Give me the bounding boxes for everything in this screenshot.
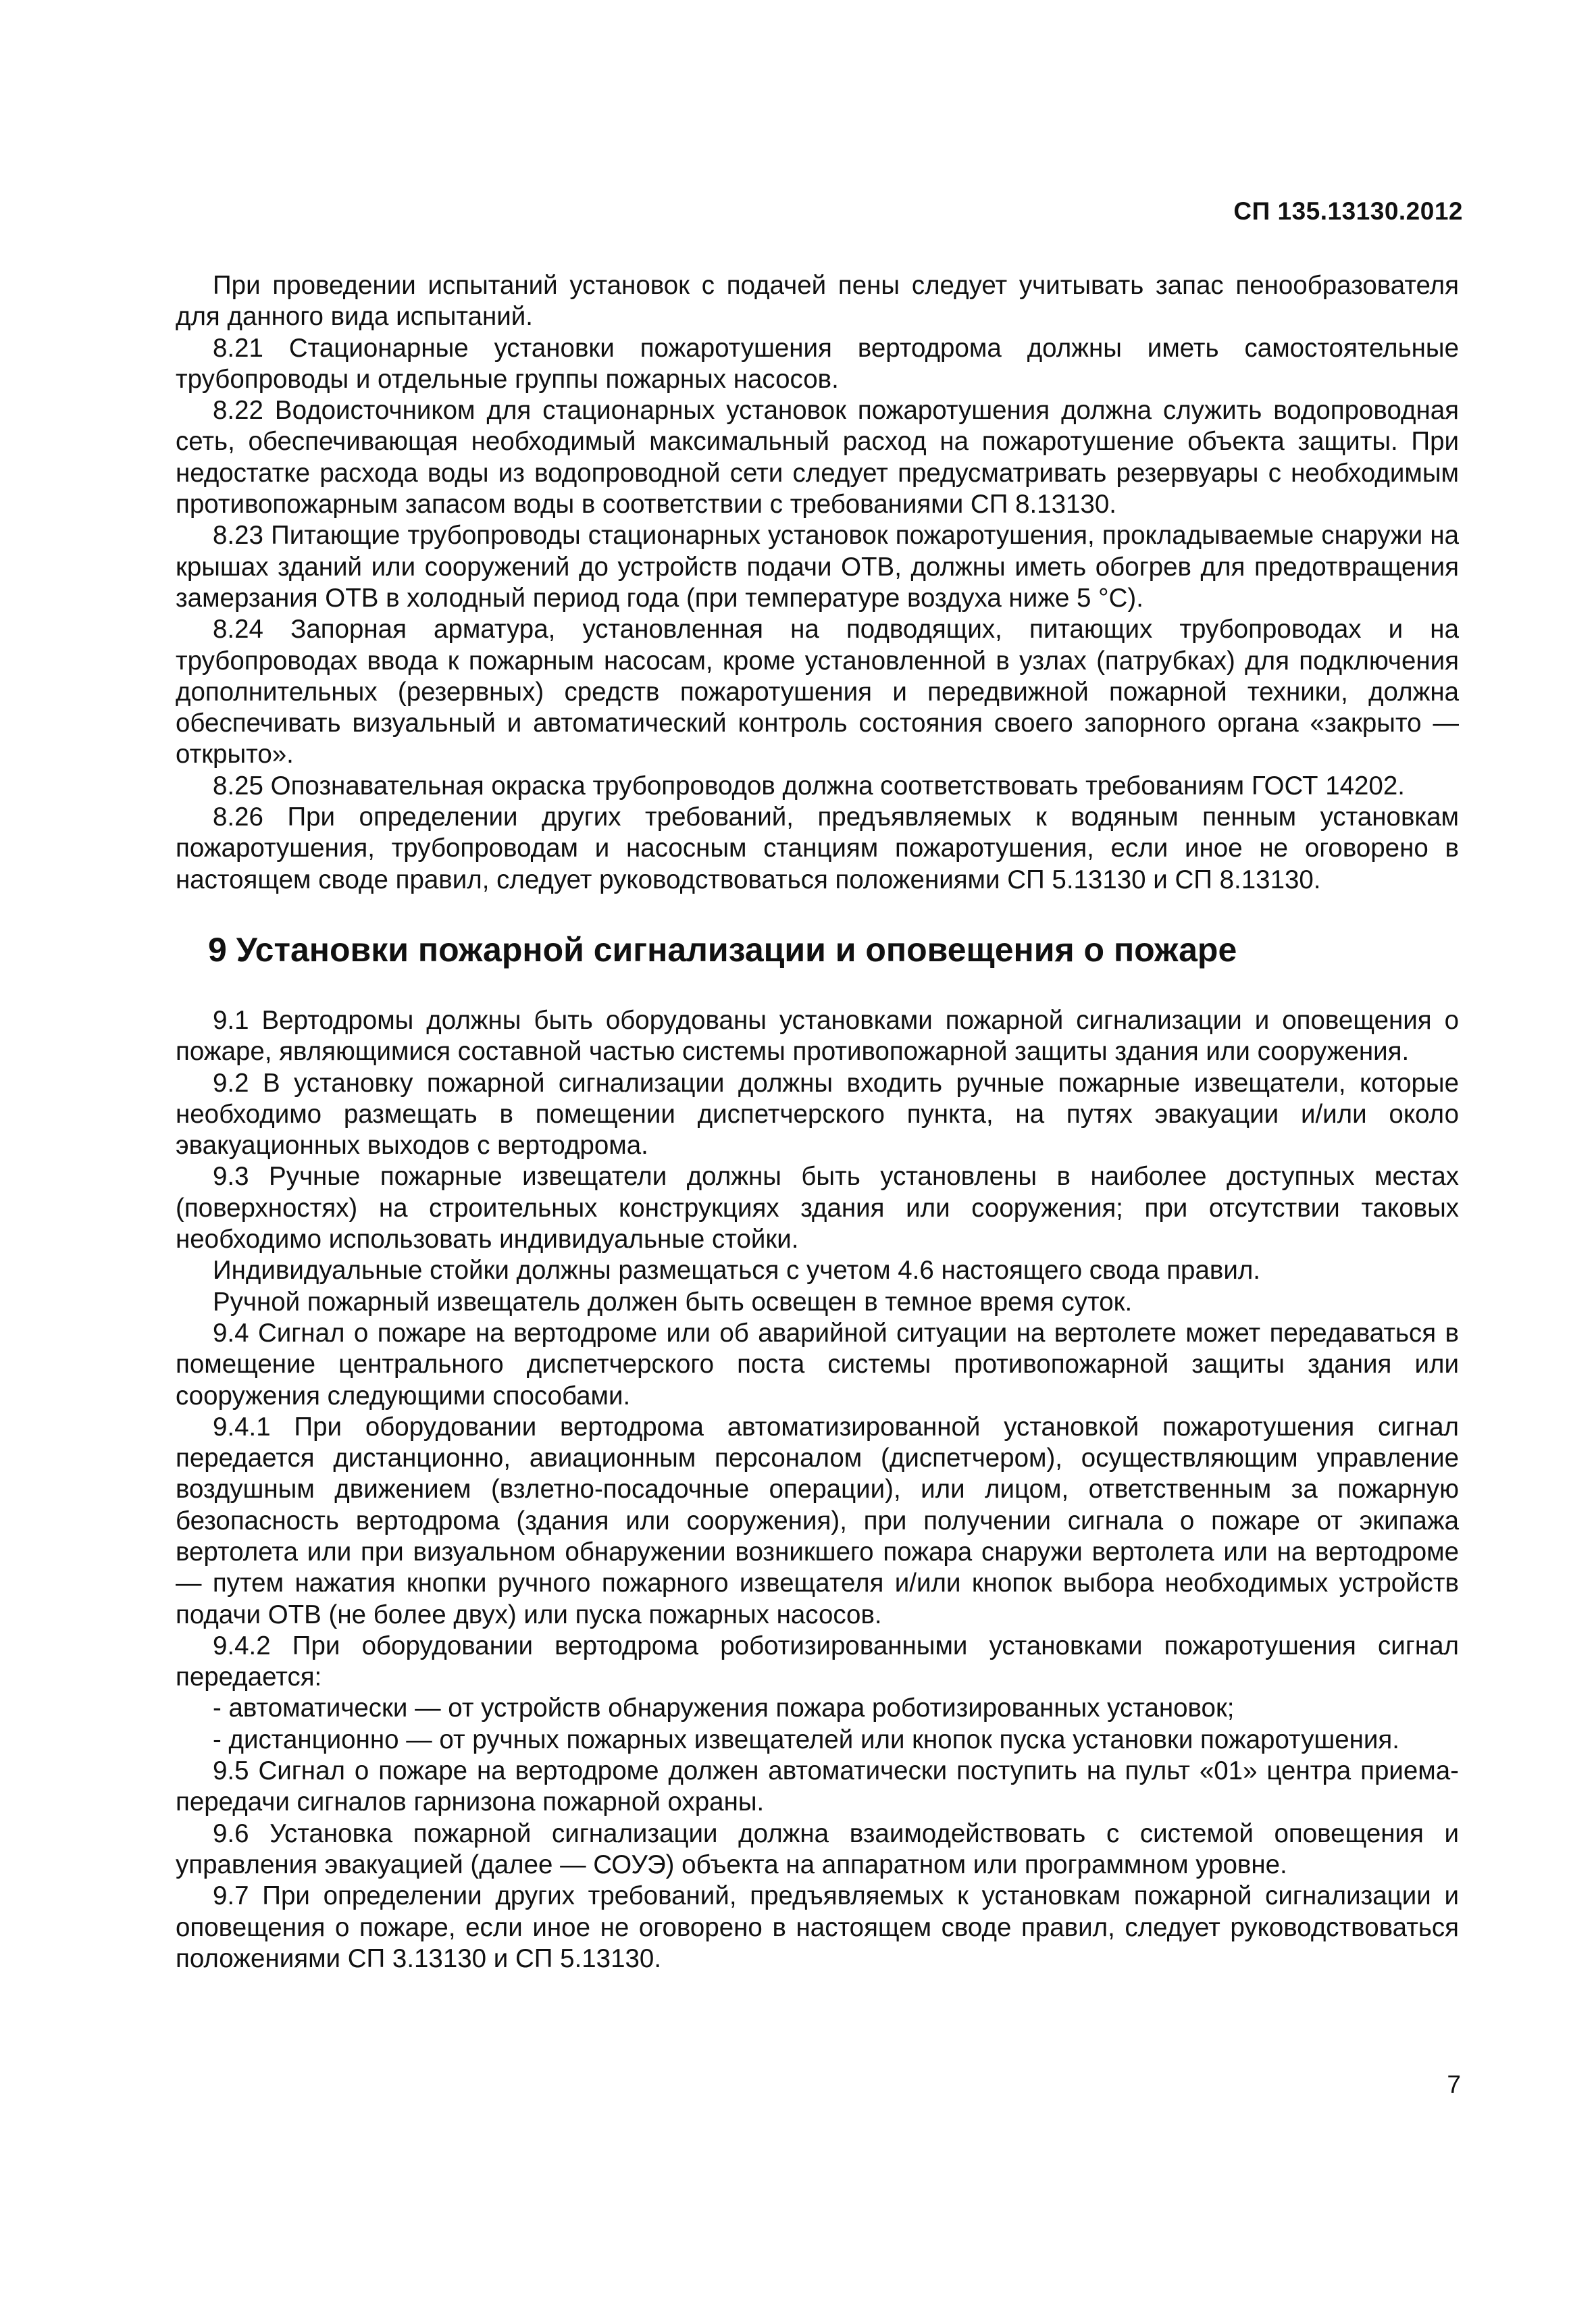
paragraph-9-1: 9.1 Вертодромы должны быть оборудованы установками пожарной сигнализации и оповещения о пожаре, являющимися составной частью системы противопожарной защиты здания или сооружения. (176, 1005, 1459, 1067)
page-number: 7 (1447, 2070, 1461, 2098)
list-item-automatic: - автоматически — от устройств обнаружения пожара роботизированных установок; (213, 1694, 1235, 1723)
paragraph-8-21: 8.21 Стационарные установки пожаротушения вертодрома должны иметь самостоятельные трубопроводы и отдельные группы пожарных насосов. (176, 333, 1459, 394)
list-item-remote: - дистанционно — от ручных пожарных извещателей или кнопок пуска установки пожаротушения. (213, 1725, 1399, 1754)
paragraph-8-24: 8.24 Запорная арматура, установленная на подводящих, питающих трубопроводах и на трубопроводах ввода к пожарным насосам, кроме установленной в узлах (патрубках) для подключения дополнительных (резервных) средств пожаротушения и передвижной пожарной техники, должна обеспечивать визуальный и автоматический контроль состояния своего запорного органа «закрыто — открыто». (176, 615, 1459, 769)
paragraph-9-3: 9.3 Ручные пожарные извещатели должны быть установлены в наиболее доступных местах (поверхностях) на строительных конструкциях здания или сооружения; при отсутствии таковых необходимо использовать индивидуальные стойки. (176, 1162, 1459, 1254)
paragraph-9-6: 9.6 Установка пожарной сигнализации должна взаимодействовать с системой оповещения и управления эвакуацией (далее — СОУЭ) объекта на аппаратном или программном уровне. (176, 1819, 1459, 1879)
paragraph-8-23: 8.23 Питающие трубопроводы стационарных установок пожаротушения, прокладываемые снаружи на крышах зданий или сооружений до устройств подачи ОТВ, должны иметь обогрев для предотвращения замерзания ОТВ в холодный период года (при температуре воздуха ниже 5 °С). (176, 521, 1459, 613)
paragraph-manual-detector-lighting: Ручной пожарный извещатель должен быть освещен в темное время суток. (213, 1287, 1133, 1317)
paragraph-9-2: 9.2 В установку пожарной сигнализации должны входить ручные пожарные извещатели, которые необходимо размещать в помещении диспетчерского пункта, на путях эвакуации и/или около эвакуационных выходов с вертодрома. (176, 1068, 1459, 1161)
paragraph-8-22: 8.22 Водоисточником для стационарных установок пожаротушения должна служить водопроводная сеть, обеспечивающая необходимый максимальный расход на пожаротушение объекта защиты. При недостатке расхода воды из водопроводной сети следует предусматривать резервуары с необходимым противопожарным запасом воды в соответствии с требованиями СП 8.13130. (176, 396, 1459, 519)
paragraph-8-25: 8.25 Опознавательная окраска трубопроводов должна соответствовать требованиям ГОСТ 14202. (213, 771, 1405, 800)
section-9-heading: 9 Установки пожарной сигнализации и оповещения о пожаре (208, 930, 1237, 969)
section-9-body (176, 1005, 1459, 1975)
paragraph-9-7: 9.7 При определении других требований, предъявляемых к установкам пожарной сигнализации и оповещения о пожаре, если иное не оговорено в настоящем своде правил, следует руководствоваться положениями СП 3.13130 и СП 5.13130. (176, 1881, 1459, 1973)
paragraph-9-4-2: 9.4.2 При оборудовании вертодрома роботизированными установками пожаротушения сигнал передается: (176, 1631, 1459, 1692)
document-code: СП 135.13130.2012 (1233, 197, 1463, 225)
paragraph-foam-testing: При проведении испытаний установок с подачей пены следует учитывать запас пенообразователя для данного вида испытаний. (176, 271, 1459, 332)
paragraph-9-4: 9.4 Сигнал о пожаре на вертодроме или об аварийной ситуации на вертолете может передаваться в помещение центрального диспетчерского поста системы противопожарной защиты здания или сооружения следующими способами. (176, 1318, 1459, 1410)
paragraph-individual-stands: Индивидуальные стойки должны размещаться с учетом 4.6 настоящего свода правил. (213, 1256, 1260, 1286)
section-8-continuation (176, 270, 1459, 896)
paragraph-8-26: 8.26 При определении других требований, предъявляемых к водяным пенным установкам пожаротушения, трубопроводам и насосным станциям пожаротушения, если иное не оговорено в настоящем своде правил, следует руководствоваться положениями СП 5.13130 и СП 8.13130. (176, 803, 1459, 894)
paragraph-9-4-1: 9.4.1 При оборудовании вертодрома автоматизированной установкой пожаротушения сигнал передается дистанционно, авиационным персоналом (диспетчером), осуществляющим управление воздушным движением (взлетно-посадочные операции), или лицом, ответственным за пожарную безопасность вертодрома (здания или сооружения), при получении сигнала о пожаре от экипажа вертолета или при визуальном обнаружении возникшего пожара снаружи вертолета или на вертодроме — путем нажатия кнопки ручного пожарного извещателя и/или кнопок выбора необходимых устройств подачи ОТВ (не более двух) или пуска пожарных насосов. (176, 1412, 1459, 1629)
page-content (176, 270, 1459, 1975)
paragraph-9-5: 9.5 Сигнал о пожаре на вертодроме должен автоматически поступить на пульт «01» центра приема-передачи сигналов гарнизона пожарной охраны. (176, 1756, 1459, 1817)
